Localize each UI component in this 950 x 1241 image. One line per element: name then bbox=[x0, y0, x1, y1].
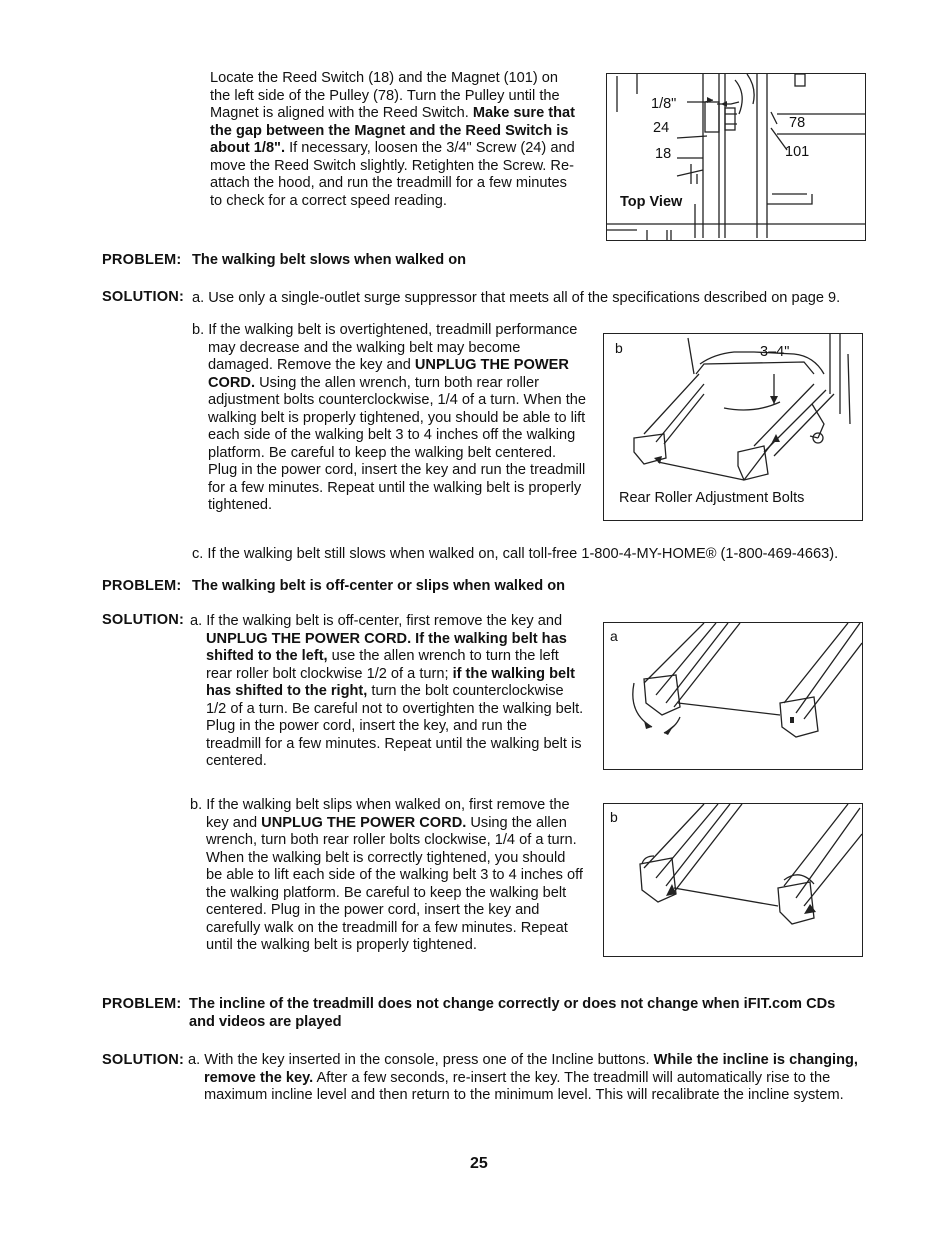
figure-1b-letter: b bbox=[615, 340, 623, 356]
figure-1b-caption: Rear Roller Adjustment Bolts bbox=[619, 490, 805, 506]
bold-text-segment: if the walking belt has shifted to the right, bbox=[206, 665, 576, 699]
bold-text-segment: UNPLUG THE POWER CORD. If the walking belt has shifted to the left, bbox=[206, 630, 567, 664]
solution-2-label: SOLUTION: bbox=[102, 612, 185, 628]
pulley-label: 78 bbox=[789, 115, 806, 131]
figure-off-center bbox=[603, 622, 863, 770]
screw-label: 24 bbox=[653, 120, 670, 136]
text-segment: turn the bolt counterclockwise 1/2 of a turn. Be careful not to overtighten the walking belt. Plug in the power cord, insert the key, and run the treadmill for a few minutes. Repeat until the walking belt is centered. bbox=[206, 683, 584, 769]
page-number: 25 bbox=[470, 1155, 488, 1172]
text-segment: Locate the Reed Switch (18) and the Magnet (101) on the left side of the Pulley (78). Turn the Pulley until the Magnet is aligned with the Reed Switch. bbox=[210, 70, 560, 121]
problem-2-text: The walking belt is off-center or slips when walked on bbox=[192, 578, 566, 594]
solution-3-label: SOLUTION: bbox=[102, 1052, 185, 1068]
intro-paragraph bbox=[210, 70, 580, 210]
top-view-caption: Top View bbox=[620, 194, 683, 210]
problem-2-label: PROBLEM: bbox=[102, 578, 182, 594]
text-segment: Using the allen wrench, turn both rear roller adjustment bolts counterclockwise, 1/4 of a turn. When the walking belt is properly tightened, you should be able to lift each side of the walking belt 3 to 4 inches off the walking platform. Be careful to keep the walking belt centered. Plug in the power cord, insert the key and run the treadmill for a few minutes. Repeat until the walking belt is properly tightened. bbox=[208, 374, 587, 513]
text-segment: use the allen wrench to turn the left rear roller bolt clockwise 1/2 of a turn; bbox=[206, 648, 559, 682]
bold-text-segment: UNPLUG THE POWER CORD. bbox=[261, 814, 467, 831]
text-segment: If necessary, loosen the 3/4" Screw (24) and move the Reed Switch slightly. Retighten the Screw. Re-attach the hood, and run the treadmill for a few minutes to check for a correct speed reading. bbox=[210, 140, 575, 209]
bold-text-segment: While the incline is changing, remove the key. bbox=[204, 1052, 858, 1086]
solution-2b bbox=[190, 797, 584, 955]
top-view-drawing bbox=[607, 74, 865, 240]
solution-1-label: SOLUTION: bbox=[102, 289, 185, 305]
magnet-label: 101 bbox=[785, 144, 810, 160]
gap-label: 1/8" bbox=[651, 96, 677, 112]
text-segment: b. If the walking belt slips when walked on, first remove the key and bbox=[190, 797, 570, 831]
bold-text-segment: UNPLUG THE POWER CORD. bbox=[208, 357, 569, 391]
figure-top-view bbox=[606, 73, 866, 241]
solution-3a bbox=[188, 1052, 864, 1105]
solution-1b bbox=[192, 322, 586, 515]
figure-2b-letter: b bbox=[610, 809, 618, 825]
off-center-drawing bbox=[604, 623, 862, 769]
figure-slips bbox=[603, 803, 863, 957]
problem-3-label: PROBLEM: bbox=[102, 996, 182, 1012]
problem-3-text: The incline of the treadmill does not change correctly or does not change when iFIT.com CDs and videos are played bbox=[189, 996, 836, 1030]
text-segment: Using the allen wrench, turn both rear roller bolts clockwise, 1/4 of a turn. When the walking belt is correctly tightened, you should be able to lift each side of the walking belt 3 to 4 inches off the walking platform. Be careful to keep the walking belt centered. Plug in the power cord, insert the key and carefully walk on the treadmill for a few minutes. Repeat until the walking belt is properly tightened. bbox=[206, 814, 583, 953]
text-segment: b. If the walking belt is overtightened, treadmill performance may decrease and the walking belt may become damaged. Remove the key and bbox=[192, 322, 578, 373]
problem-1-label: PROBLEM: bbox=[102, 252, 182, 268]
figure-2a-letter: a bbox=[610, 628, 618, 644]
figure-rear-roller-bolts bbox=[603, 333, 863, 521]
bold-text-segment: Make sure that the gap between the Magnet and the Reed Switch is about 1/8". bbox=[210, 105, 576, 156]
belt-lift-measure: 3–4" bbox=[760, 344, 790, 360]
text-segment: a. If the walking belt is off-center, first remove the key and bbox=[190, 613, 563, 629]
slips-drawing bbox=[604, 804, 862, 956]
solution-1a: a. Use only a single-outlet surge suppressor that meets all of the specifications described on page 9. bbox=[192, 290, 841, 306]
reed-switch-label: 18 bbox=[655, 146, 672, 162]
problem-1-text: The walking belt slows when walked on bbox=[192, 252, 467, 268]
text-segment: a. With the key inserted in the console, press one of the Incline buttons. bbox=[188, 1052, 654, 1068]
solution-2a bbox=[190, 613, 584, 771]
solution-1c: c. If the walking belt still slows when walked on, call toll-free 1-800-4-MY-HOME® (1-800-469-4663). bbox=[192, 546, 839, 562]
text-segment: After a few seconds, re-insert the key. The treadmill will automatically rise to the maximum incline level and then return to the minimum level. This will recalibrate the incline system. bbox=[204, 1069, 844, 1103]
